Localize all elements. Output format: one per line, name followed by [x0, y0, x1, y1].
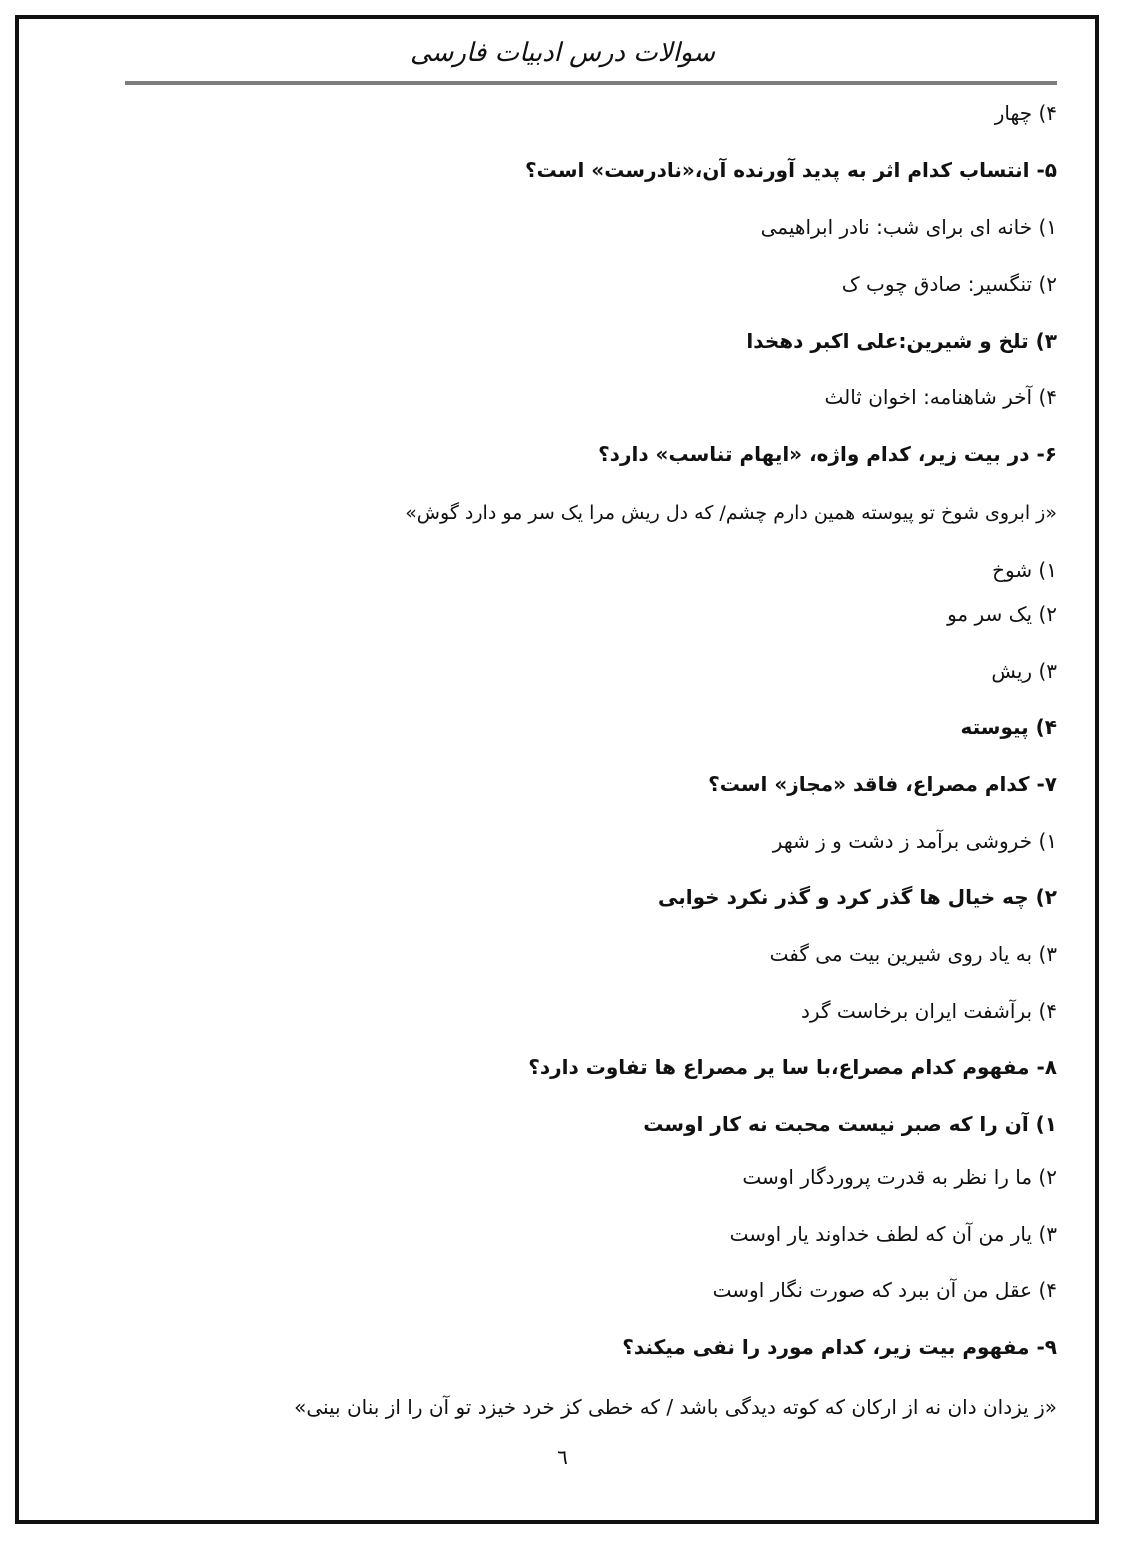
- page-number: ٦: [557, 1445, 568, 1469]
- option-line: ۱) خروشی برآمد ز دشت و ز شهر: [772, 829, 1057, 853]
- option-line: ۳) یار من آن که لطف خداوند یار اوست: [729, 1222, 1057, 1246]
- answer-line: ۴) پیوسته: [960, 715, 1057, 739]
- question-line: ۶- در بیت زیر، کدام واژه، «ایهام تناسب» دارد؟: [598, 442, 1057, 466]
- option-line: ۴) عقل من آن ببرد که صورت نگار اوست: [712, 1278, 1057, 1302]
- answer-line: ۲) چه خیال ها گذر کرد و گذر نکرد خوابی: [658, 885, 1057, 909]
- option-line: ۱) شوخ: [992, 558, 1057, 582]
- answer-line: ۱) آن را که صبر نیست محبت نه کار اوست: [643, 1112, 1057, 1136]
- answer-line: ۳) تلخ و شیرین:علی اکبر دهخدا: [746, 329, 1057, 353]
- verse-line: «ز ابروی شوخ تو پیوسته همین دارم چشم/ که دل ریش مرا یک سر مو دارد گوش»: [405, 502, 1057, 524]
- question-line: ۹- مفهوم بیت زیر، کدام مورد را نفی میکند؟: [622, 1335, 1057, 1359]
- option-line: ۲) تنگسیر: صادق چوب ک: [841, 272, 1057, 296]
- option-line: ۳) ریش: [991, 659, 1057, 683]
- option-line: ۲) یک سر مو: [947, 602, 1057, 626]
- option-line: ۳) به یاد روی شیرین بیت می گفت: [769, 942, 1057, 966]
- header-divider: [125, 81, 1057, 85]
- option-line: ۴) آخر شاهنامه: اخوان ثالث: [824, 385, 1057, 409]
- option-line: ۴) چهار: [994, 101, 1057, 125]
- page-header-title: سوالات درس ادبیات فارسی: [409, 38, 716, 68]
- verse-line: «ز یزدان دان نه از ارکان که کوته دیدگی باشد / که خطی کز خرد خیزد تو آن را از بنان بینی»: [294, 1395, 1057, 1419]
- option-line: ۱) خانه ای برای شب: نادر ابراهیمی: [760, 215, 1057, 239]
- question-line: ۸- مفهوم کدام مصراع،با سا یر مصراع ها تفاوت دارد؟: [528, 1055, 1057, 1079]
- question-line: ۵- انتساب کدام اثر به پدید آورنده آن،«نادرست» است؟: [525, 158, 1057, 182]
- option-line: ۲) ما را نظر به قدرت پروردگار اوست: [742, 1165, 1057, 1189]
- question-line: ۷- کدام مصراع، فاقد «مجاز» است؟: [708, 772, 1057, 796]
- option-line: ۴) برآشفت ایران برخاست گرد: [801, 999, 1057, 1023]
